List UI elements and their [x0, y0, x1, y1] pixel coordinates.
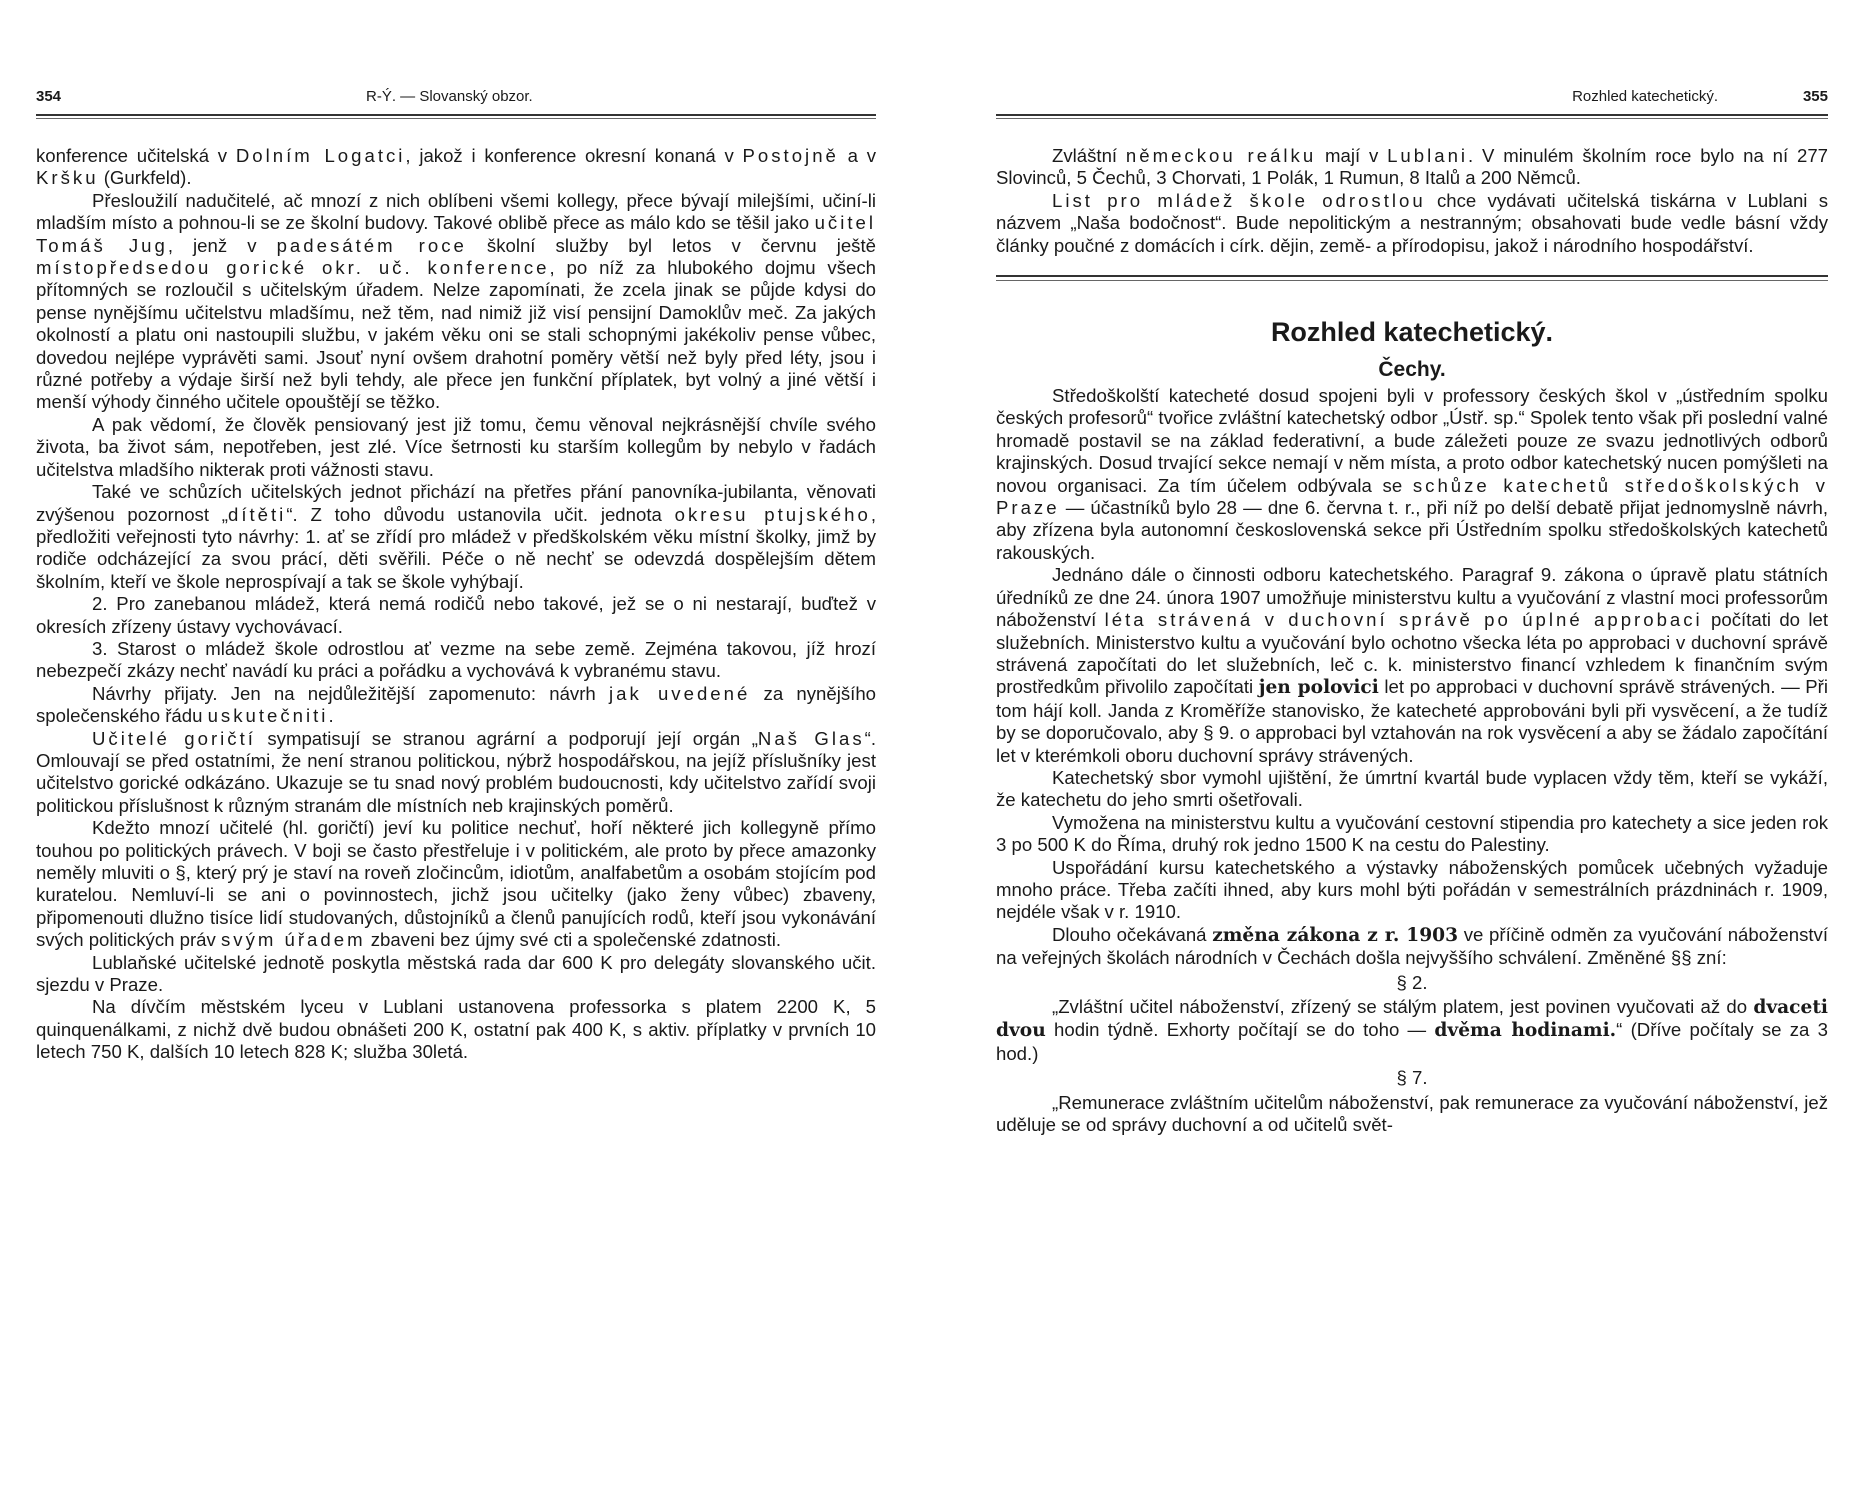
- text-run: konference učitelská v: [36, 145, 236, 166]
- paragraph: [36, 638, 876, 683]
- paragraph-mark-2: § 2.: [1396, 971, 1428, 993]
- spaced-emphasis-text: uskutečniti: [207, 705, 329, 727]
- section-divider-thin: [996, 280, 1828, 281]
- spaced-emphasis-text: Kršku: [36, 167, 99, 189]
- spaced-emphasis-text: dítěti: [228, 503, 287, 525]
- text-run: za nynějšího společenského řádu: [36, 682, 876, 727]
- text-run: hodin týdně. Exhorty počítají se do toho —: [1045, 1019, 1435, 1041]
- header-rule-thin: [996, 118, 1828, 119]
- running-header-right: [996, 88, 1828, 112]
- spaced-emphasis-text: Postojně: [742, 145, 839, 166]
- page-number: 355: [1802, 88, 1828, 105]
- text-run: „Zvláštní učitel náboženství, zřízený se stálým platem, jest povinen vyučovati až do: [1052, 996, 1754, 1017]
- paragraph: [36, 481, 876, 593]
- text-run: školní služby byl letos v červnu ještě: [466, 234, 876, 256]
- paragraph: [996, 924, 1828, 970]
- text-run: (Gurkfeld).: [98, 167, 192, 189]
- spaced-emphasis-text: svým úřadem: [220, 929, 366, 951]
- text-run: .: [328, 705, 334, 727]
- header-rule: [996, 114, 1828, 116]
- running-header-left: [36, 88, 876, 112]
- text-run: mají v: [1316, 145, 1388, 166]
- spaced-emphasis-text: jak uvedené: [608, 682, 751, 704]
- section-title: Rozhled katechetický.: [1270, 317, 1554, 348]
- text-run: , po níž za hlubokého dojmu všech přítomných se rozloučil s učitelským úřadem. Nelze zapomínati, že zcela jinak se půjde kdysi do pense nynějšímu učitelstvu mladšímu, než těm, nad nimiž již visí pensijní Damoklův meč. Za jakých okolností a platu oni nastoupili službu, v jakém věku oni se stali schopnými jakékoliv pense vůbec, dovedou nejlépe vyprávěti sami. Jsouť nyní ovšem drahotní poměry větší než byly před léty, jsou i různé potřeby a výdaje širší než byli tehdy, ale přece jen funkční příplatek, byt volný a jiné větší i menší výhody činného učitele opouštějí se těžko.: [36, 257, 876, 413]
- paragraph: [996, 385, 1828, 564]
- text-run: , jenž v: [167, 234, 277, 256]
- paragraph: [36, 683, 876, 728]
- section-7-text: [996, 1092, 1828, 1137]
- section-paragraphs: [996, 385, 1828, 970]
- text-run: zbaveni bez újmy své cti a společenské zdatnosti.: [365, 929, 782, 951]
- spaced-emphasis-text: Lublani: [1387, 145, 1469, 166]
- text-run: počítati do let služebních. Ministerstvo kultu a vyučování bylo ochotno všecka léta po approbaci v duchovní správě strávená započítati do let služebních, leč c. k. ministerstvo financí vzhledem k finančním svým prostředkům přivolilo započítati: [996, 609, 1828, 698]
- text-run: “. Omlouvají se před ostatními, že není stranou politickou, nýbrž hospodářskou, na jejíž příslušníky jest učitelstvo gorické odkázáno. Ukazuje se tu snad nový problém budoucnosti, kdy učitelstvo zařídí svoji politickou příslušnost k různým stranám dle místních neb krajinských poměrů.: [36, 727, 877, 816]
- paragraph: [36, 593, 876, 638]
- text-run: Vymožena na ministerstvu kultu a vyučování cestovní stipendia pro katechety a sice jeden rok 3 po 500 K do Říma, druhý rok jedno 1500 K na cestu do Palestiny.: [996, 811, 1828, 856]
- paragraph: [36, 996, 876, 1063]
- text-run: “. Z toho důvodu ustanovila učit. jednota: [286, 503, 675, 525]
- paragraph: [996, 996, 1828, 1065]
- header-rule-thin: [36, 118, 876, 119]
- bold-emphasis-text: dvaceti dvou: [996, 997, 1828, 1042]
- paragraph: [996, 145, 1828, 190]
- text-run: , předložiti veřejnosti tyto návrhy: 1. ať se zřídí pro mládež v předškolském věku místní školky, jimž by rodiče odcházející za svou prácí, děti svěřili. Péče o ně nechť se odevzdá dospělejším dětem školním, kteří ve škole neprospívají a tak se škole vyhýbají.: [36, 503, 876, 592]
- spaced-emphasis-text: Učitelé goričtí: [92, 727, 256, 749]
- section-divider: [996, 275, 1828, 277]
- paragraph: [996, 767, 1828, 812]
- text-run: chce vydávati učitelská tiskárna v Lublani s názvem „Naša bodočnost“. Bude nepolitickým a nestranným; obsahovati bude vedle básní vždy články poučné z domácích i círk. dějin, země- a přírodopisu, jakož i národního hospodářství.: [996, 189, 1828, 256]
- spaced-emphasis-text: padesátém roce: [276, 234, 467, 256]
- spaced-emphasis-text: List pro mládež škole odrostlou: [1052, 189, 1426, 211]
- spaced-emphasis-text: okresu ptujského: [674, 503, 871, 525]
- spaced-emphasis-text: Naš Glas: [757, 727, 865, 749]
- paragraph: [36, 414, 876, 481]
- text-run: Jednáno dále o činnosti odboru katechetského. Paragraf 9. zákona o úpravě platu státních úředníků ze dne 24. února 1907 umožňuje ministerstvu kultu a vyučování z vlastní moci professorům náboženství: [996, 564, 1828, 631]
- text-run: a v: [838, 145, 876, 166]
- paragraph: [36, 728, 876, 818]
- left-body-text: [36, 145, 876, 1064]
- paragraph: [996, 190, 1828, 257]
- bold-emphasis-text: jen polovici: [1258, 677, 1379, 699]
- paragraph: [36, 145, 876, 190]
- spaced-emphasis-text: místopředsedou gorické okr. uč. konference: [36, 257, 550, 279]
- paragraph: [996, 564, 1828, 767]
- text-run: “ (Dříve počítaly se za 3 hod.): [996, 1019, 1828, 1064]
- running-title: R-Ý. — Slovanský obzor.: [366, 88, 533, 105]
- text-run: ve příčině odměn za vyučování náboženství na veřejných školách národních v Čechách došla nejvyššího schválení. Změněné §§ zní:: [996, 923, 1828, 969]
- spaced-emphasis-text: Dolním Logatci: [235, 145, 406, 166]
- text-run: Návrhy přijaty. Jen na nejdůležitější zapomenuto: návrh: [92, 682, 609, 704]
- paragraph: [996, 857, 1828, 924]
- paragraph: [996, 812, 1828, 857]
- text-run: , jakož i konference okresní konaná v: [405, 145, 743, 166]
- spaced-emphasis-text: německou reálku: [1125, 145, 1317, 166]
- text-run: Přesloužilí nadučitelé, ač mnozí z nich oblíbeni všemi kollegy, přece bývají milejšími, učiní-li mladším místo a pohnou-li se ze školní budovy. Takové oblibě přece as málo kdo se těšil jako: [36, 189, 876, 234]
- text-run: sympatisují se stranou agrární a podporují její orgán „: [255, 727, 758, 749]
- text-run: „Remunerace zvláštním učitelům náboženství, pak remunerace za vyučování náboženství, jež uděluje se od správy duchovní a od učitelů svět-: [996, 1091, 1828, 1136]
- spaced-emphasis-text: léta strávená v duchovní správě po úplné approbaci: [1104, 609, 1703, 631]
- left-paragraphs: [36, 145, 876, 1064]
- spaced-emphasis-text: schůze katechetů středoškolských v Praze: [996, 474, 1828, 519]
- text-run: Kdežto mnozí učitelé (hl. goričtí) jeví ku politice nechuť, hoří některé jich kollegyně přímo touhou po politických právech. V boji se často přestřeluje i v politickém, ale proto by přece amazonky neměly mluviti o §, který prý je staví na roveň zločincům, idiotům, analfabetům a osobám stojícím pod kuratelou. Nemluví-li se ani o povinnostech, jichž jsou učitelky (jako ženy vůbec) zbaveny, připomenouti dlužno tisíce lidí studovaných, důstojníků a členů panujících rodů, kteří jsou vykonávání svých politických práv: [36, 817, 876, 951]
- text-run: . V minulém školním roce bylo na ní 277 Slovinců, 5 Čechů, 3 Chorvati, 1 Polák, 1 Rumun, 8 Italů a 200 Němců.: [996, 145, 1828, 189]
- paragraph: [36, 817, 876, 951]
- text-run: let po approbaci v duchovní správě strávených. — Při tom hájí koll. Janda z Kroměříže stanovisko, že katecheté approbováni byli při vysvěcení, a že tudíž by se doporučovalo, aby § 9. o approbaci byl vztahován na rok vysvěcení a aby se žádalo započítání let v kterémkoli oboru duchovní správy strávených.: [996, 676, 1828, 766]
- spaced-emphasis-text: učitel Tomáš Jug: [36, 212, 876, 256]
- paragraph-mark-7: § 7.: [1396, 1067, 1428, 1089]
- text-run: Lublaňské učitelské jednotě poskytla městská rada dar 600 K pro delegáty slovanského učit. sjezdu v Praze.: [36, 951, 876, 996]
- running-title: Rozhled katechetický.: [1572, 88, 1718, 105]
- text-run: Na dívčím městském lyceu v Lublani ustanovena professorka s platem 2200 K, 5 quinquenálkami, z nichž dvě budou obnášeti 200 K, ostatní pak 400 K, s aktiv. příplatky v prvních 10 letech 750 K, dalších 10 letech 828 K; služba 30letá.: [36, 996, 876, 1063]
- section-subtitle: Čechy.: [1378, 358, 1446, 382]
- text-run: A pak vědomí, že člověk pensiovaný jest již tomu, čemu věnoval nejkrásnější chvíle svého života, ba život sám, nepotřeben, jest zlé. Více šetrnosti ku starším kollegům by nebylo v řadách učitelstva mladšího nikterak proti vážnosti stavu.: [36, 413, 876, 480]
- text-run: — účastníků bylo 28 — dne 6. června t. r., při níž po delší debatě přijat jednomyslně návrh, aby zřízena byla autonomní československá sekce při Ústředním spolku středoškolských katechetů rakouských.: [996, 497, 1828, 563]
- right-body-text: [996, 145, 1828, 1136]
- paragraph: [36, 190, 876, 414]
- text-run: Dlouho očekávaná: [1052, 923, 1213, 945]
- bold-emphasis-text: změna zákona z r. 1903: [1212, 924, 1459, 946]
- left-page: [36, 0, 876, 1500]
- right-page: [996, 0, 1828, 1500]
- text-run: Katechetský sbor vymohl ujištění, že úmrtní kvartál bude vyplacen vždy těm, kteří se vykáží, že katechetu do jeho smrti ošetřovali.: [996, 766, 1828, 811]
- right-top-paragraphs: [996, 145, 1828, 257]
- text-run: 3. Starost o mládež škole odrostlou ať vezme na sebe země. Zejména takovou, jíž hrozí nebezpečí zkázy nechť navádí ku práci a pořádku a vychovává k vybranému stavu.: [36, 637, 876, 682]
- header-rule: [36, 114, 876, 116]
- text-run: 2. Pro zanebanou mládež, která nemá rodičů nebo takové, jež se o ni nestarají, buďtež v okresích zřízeny ústavy vychovávací.: [36, 593, 876, 637]
- text-run: Zvláštní: [1052, 145, 1126, 166]
- section-2-text: [996, 996, 1828, 1065]
- page-number: 354: [36, 88, 62, 105]
- bold-emphasis-text: dvěma hodinami.: [1434, 1020, 1617, 1042]
- text-run: Také ve schůzích učitelských jednot přichází na přetřes přání panovníka-jubilanta, věnovati zvýšenou pozornost „: [36, 481, 876, 525]
- text-run: Uspořádání kursu katechetského a výstavky náboženských pomůcek učebných vyžaduje mnoho práce. Třeba začíti ihned, aby kurs mohl býti pořádán v semestrálních prázdninách r. 1909, nejdéle však v r. 1910.: [996, 856, 1828, 923]
- paragraph: [36, 952, 876, 997]
- paragraph: [996, 1092, 1828, 1137]
- text-run: Středoškolští katecheté dosud spojeni byli v professory českých škol v „ústředním spolku českých profesorů“ tvořice zvláštní katechetský odbor „Ústř. sp.“ Spolek tento však při poslední valné hromadě postavil se na základ federativní, a bude záležeti pouze ze svazu jednotlivých odborů krajinských. Dosud trvající sekce nemají v něm místa, a proto odbor katechetský nucen pomýšleti na novou organisaci. Za tím účelem odbývala se: [996, 385, 1828, 496]
